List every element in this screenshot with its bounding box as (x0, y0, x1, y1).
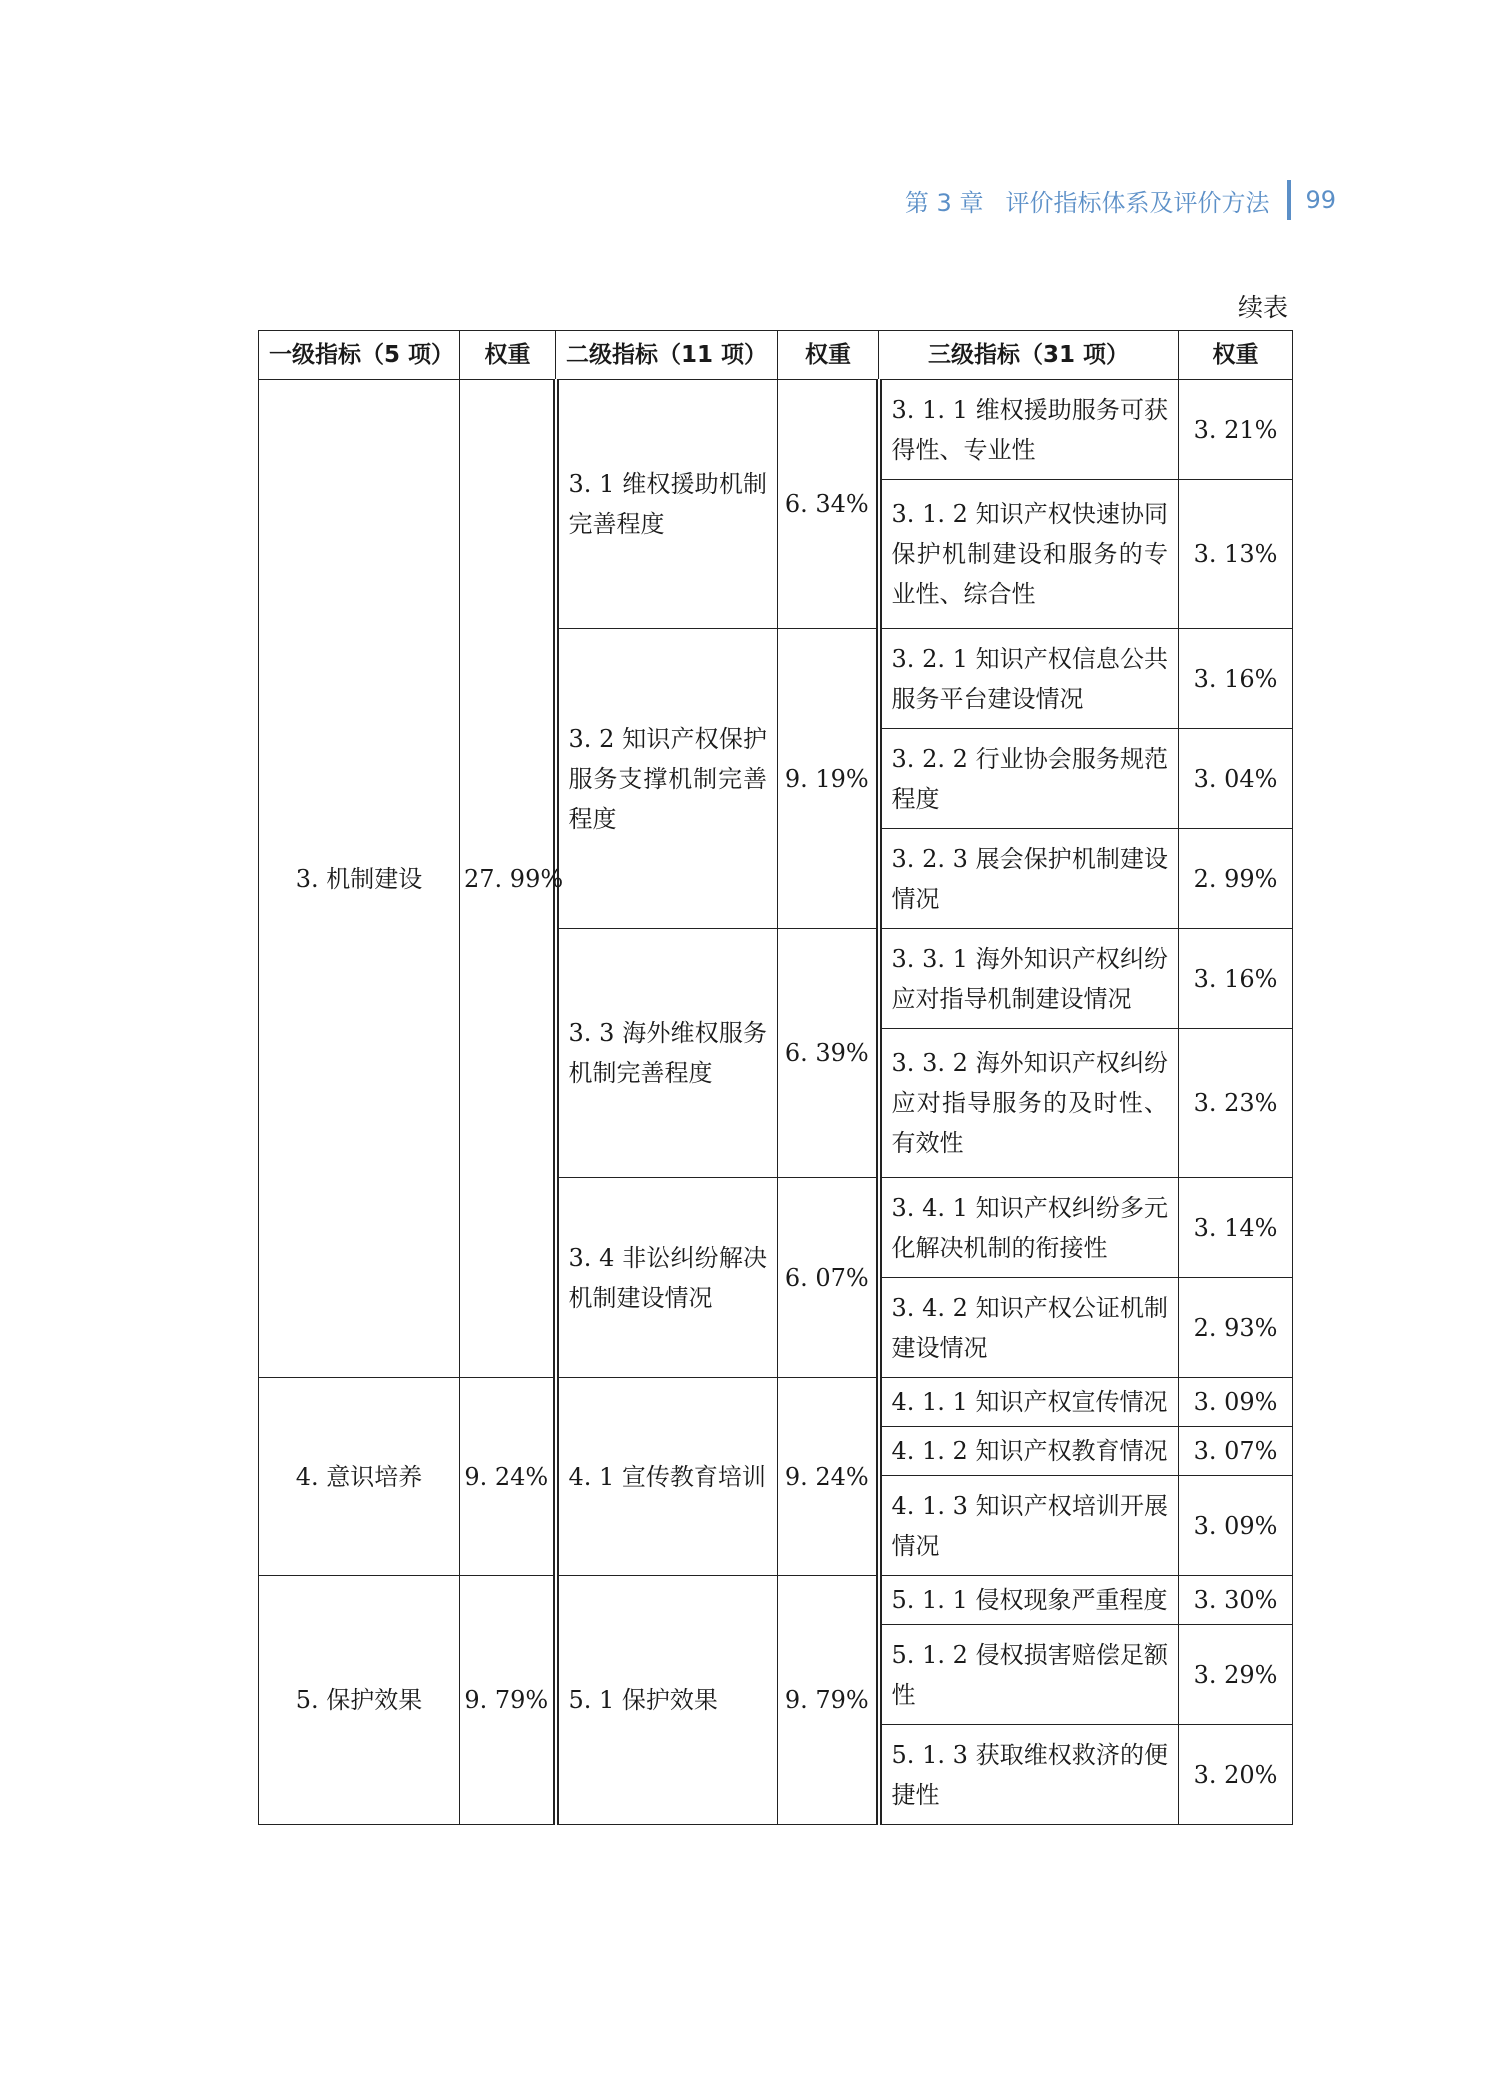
level3-weight: 2. 99% (1179, 829, 1293, 929)
header-divider (1287, 180, 1291, 220)
header-level1: 一级指标（5 项） (259, 331, 460, 380)
page-number: 99 (1305, 186, 1336, 214)
level2-indicator: 3. 3 海外维权服务机制完善程度 (556, 929, 778, 1178)
table-row (259, 1378, 1293, 1427)
header-level2: 二级指标（11 项） (556, 331, 778, 380)
level1-weight: 27. 99% (460, 380, 556, 1378)
level3-indicator: 5. 1. 2 侵权损害赔偿足额性 (879, 1625, 1179, 1725)
level3-weight: 3. 16% (1179, 629, 1293, 729)
level3-indicator: 3. 2. 3 展会保护机制建设情况 (879, 829, 1179, 929)
level1-indicator: 5. 保护效果 (259, 1576, 460, 1825)
level3-indicator: 5. 1. 3 获取维权救济的便捷性 (879, 1725, 1179, 1825)
level3-weight: 3. 13% (1179, 480, 1293, 629)
level3-indicator: 3. 4. 2 知识产权公证机制建设情况 (879, 1278, 1179, 1378)
level2-indicator: 3. 1 维权援助机制完善程度 (556, 380, 778, 629)
level2-indicator: 3. 2 知识产权保护服务支撑机制完善程度 (556, 629, 778, 929)
header-weight1: 权重 (460, 331, 556, 380)
level3-weight: 3. 09% (1179, 1476, 1293, 1576)
level1-weight: 9. 79% (460, 1576, 556, 1825)
level3-indicator: 3. 2. 1 知识产权信息公共服务平台建设情况 (879, 629, 1179, 729)
level3-weight: 3. 09% (1179, 1378, 1293, 1427)
header-level3: 三级指标（31 项） (879, 331, 1179, 380)
level3-weight: 3. 20% (1179, 1725, 1293, 1825)
level3-indicator: 3. 1. 2 知识产权快速协同保护机制建设和服务的专业性、综合性 (879, 480, 1179, 629)
level3-indicator: 3. 1. 1 维权援助服务可获得性、专业性 (879, 380, 1179, 480)
level3-indicator: 3. 3. 1 海外知识产权纠纷应对指导机制建设情况 (879, 929, 1179, 1029)
level3-weight: 3. 16% (1179, 929, 1293, 1029)
level2-indicator: 3. 4 非讼纠纷解决机制建设情况 (556, 1178, 778, 1378)
level2-weight: 9. 79% (778, 1576, 879, 1825)
level3-indicator: 4. 1. 1 知识产权宣传情况 (879, 1378, 1179, 1427)
level1-indicator: 3. 机制建设 (259, 380, 460, 1378)
level3-weight: 3. 14% (1179, 1178, 1293, 1278)
level2-weight: 9. 24% (778, 1378, 879, 1576)
level3-indicator: 3. 2. 2 行业协会服务规范程度 (879, 729, 1179, 829)
indicator-weight-table (258, 330, 1293, 1825)
level3-weight: 3. 23% (1179, 1029, 1293, 1178)
running-head (905, 180, 1336, 220)
level1-weight: 9. 24% (460, 1378, 556, 1576)
level2-weight: 6. 07% (778, 1178, 879, 1378)
level2-indicator: 5. 1 保护效果 (556, 1576, 778, 1825)
level2-weight: 6. 39% (778, 929, 879, 1178)
chapter-number: 第 3 章 (904, 188, 984, 217)
header-weight2: 权重 (778, 331, 879, 380)
continued-table-label: 续表 (1238, 293, 1289, 322)
level3-weight: 3. 21% (1179, 380, 1293, 480)
level3-weight: 3. 29% (1179, 1625, 1293, 1725)
level3-weight: 3. 04% (1179, 729, 1293, 829)
table-row (259, 380, 1293, 480)
level3-indicator: 4. 1. 3 知识产权培训开展情况 (879, 1476, 1179, 1576)
level3-indicator: 5. 1. 1 侵权现象严重程度 (879, 1576, 1179, 1625)
chapter-title: 评价指标体系及评价方法 (1005, 188, 1270, 217)
level2-indicator: 4. 1 宣传教育培训 (556, 1378, 778, 1576)
level3-weight: 2. 93% (1179, 1278, 1293, 1378)
level3-indicator: 3. 4. 1 知识产权纠纷多元化解决机制的衔接性 (879, 1178, 1179, 1278)
level3-indicator: 4. 1. 2 知识产权教育情况 (879, 1427, 1179, 1476)
level2-weight: 6. 34% (778, 380, 879, 629)
level3-weight: 3. 30% (1179, 1576, 1293, 1625)
header-weight3: 权重 (1179, 331, 1293, 380)
level2-weight: 9. 19% (778, 629, 879, 929)
level3-weight: 3. 07% (1179, 1427, 1293, 1476)
level1-indicator: 4. 意识培养 (259, 1378, 460, 1576)
table-row (259, 1576, 1293, 1625)
table-header-row (259, 331, 1293, 380)
level3-indicator: 3. 3. 2 海外知识产权纠纷应对指导服务的及时性、有效性 (879, 1029, 1179, 1178)
